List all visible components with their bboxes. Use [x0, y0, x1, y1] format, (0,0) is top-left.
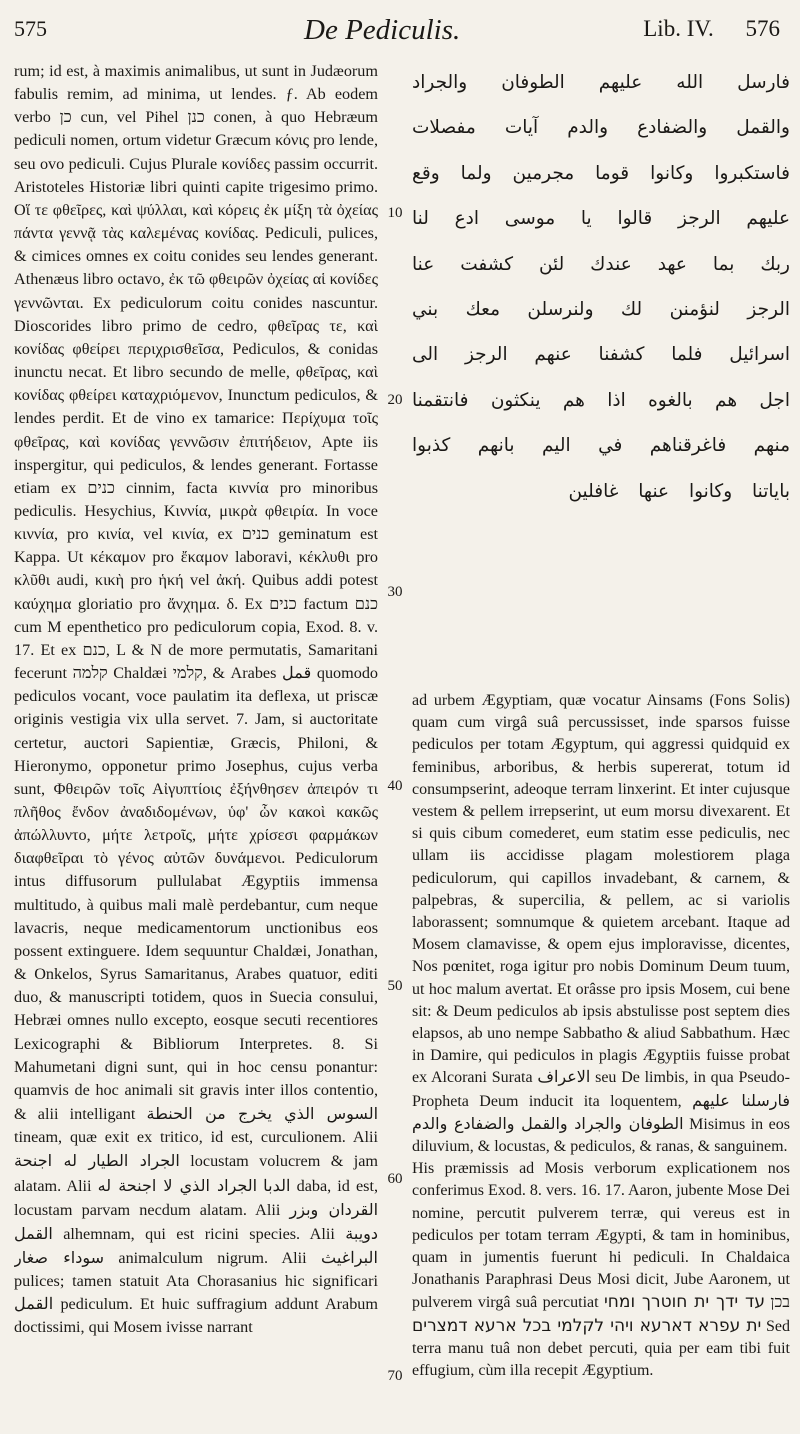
left-text-2: tineam, quæ exit ex tritico, id est, curculionem. Alii	[14, 1128, 378, 1147]
line-number: 10	[387, 205, 403, 221]
page-number-left: 575	[14, 16, 47, 41]
right-text-1: ad urbem Ægyptiam, quæ vocatur Ainsams (Fons Solis) quam cum virgâ suâ percussisset, inde sparsos fuisse pediculos per totam Ægyptum, qui aggressi quidquid ex feminibus, arboribus, & herbis supererat, totum id consumpserint, adeoque terram linxerint. Et inter cujusque vestem & pellem irrepserint, ut eum morsu divexarent. Et si quis cibum comederet, eum statim esse pediculis, nec ullam iis accidisse plagam molestiorem plaga pediculorum, qui capillos invadebant, & carnem, & palpebras, & supercilia, & pellem, ac si variolis laborassent; somnumque & quietem arcebant. Itaque ad Mosem clamavisse, & opem ejus imploravisse, dicentes, Nos pœnitet, roga igitur pro nobis Dominum Deum tuum, ut hoc malum avertat. Et orâsse pro ipsis Mosem, cui bene sit: & Deum pediculos ab ipsis abstulisse post septem dies elapsos, ab uno nempe Sabbatho & aliud Sabbathum. Hæc in Damire, qui pediculos in plagis Ægyptiis fuisse probat ex Alcorani Surata الاعراف seu De limbis, in qua Pseudo-Propheta Deum inducit ita loquentem,	[412, 692, 790, 1110]
header-right	[617, 16, 780, 42]
line-number: 50	[387, 978, 403, 994]
arabic-inline-2: الجراد الطيار له اجنحة	[14, 1151, 180, 1171]
line-number: 30	[387, 584, 403, 600]
arabic-inline-3: الجراد الذي لا اجنحة له	[97, 1175, 258, 1195]
left-text-4: daba, id est, locustam parvam necdum alatam. Alii	[14, 1176, 378, 1219]
line-number: 40	[387, 778, 403, 794]
right-text-2: Misimus in eos diluvium, & locustas, & pediculos, & ranas, & sanguinem.	[412, 1115, 790, 1156]
running-title: De Pediculis.	[304, 14, 461, 46]
right-text-3: His præmissis ad Mosis verborum explicationem nos conferimus Exod. 8. vers. 16. 17. Aaron, jubente Mose Dei nomine, percutit pulverem terræ, qui vereus est in pediculos per totam terram Ægypti, & tam in hominibus, quam in jumentis fuerunt hi pediculi. In Chaldaica Jonathanis Paraphrasi Deus Mosi dicit, Jube Aaronem, ut pulverem virgâ suâ percutiat בכן	[412, 1160, 790, 1312]
book-label: Lib. IV.	[643, 16, 714, 41]
arabic-inline-1: السوس الذي يخرج من الحنطة	[146, 1104, 378, 1124]
running-header	[14, 10, 780, 54]
arabic-passage: فارسل الله عليهم الطوفان والجراد والقمل والضفادع والدم آيات مفصلات فاستكبروا وكانوا قوما مجرمين ولما وقع عليهم الرجز قالوا يا موسى ادع لنا ربك بما عهد عندك لئن كشفت عنا الرجز لنؤمنن لك ولنرسلن معك بني اسرائيل فلما كشفنا عنهم الرجز الى اجل هم بالغوه اذا هم ينكثون فانتقمنا منهم فاغرقناهم في اليم بانهم كذبوا باياتنا وكانوا عنها غافلين	[412, 72, 790, 502]
line-number: 70	[387, 1368, 403, 1384]
right-column-body	[412, 690, 790, 1425]
left-text-3: locustam volucrem & jam alatam. Alii الدبا	[14, 1152, 378, 1195]
page-number-right: 576	[745, 16, 780, 41]
arabic-inline-4: القردان وبزر القمل	[14, 1199, 378, 1243]
left-text: rum; id est, à maximis animalibus, ut sunt in Judæorum fabulis remim, ad minima, ut lendes. ƒ. Ab eodem verbo כן cun, vel Pihel כנן conen, à quo Hebræum pediculi nomen, ortum videtur Græcum κόνις pro lende, seu ovo pediculi. Cujus Plurale κονίδες passim occurrit. Aristoteles Historiæ libri quinti capite trigesimo primo. Οἵ τε φθεῖρες, καὶ ψύλλαι, καὶ κόρεις ἐκ μίξη τὰ ὀχείας πάντα γεννᾷ τὰς καλεμένας κονίδας. Pediculi, pulices, & cimices omnes ex coitu conides seu lendes generant. Athenæus libro octavo, ἐκ τῶ φθειρῶν ὀχείας αἱ κονίδες γεννῶνται. Ex pediculorum coitu conides nascuntur. Dioscorides libro primo de cedro, φθεῖρας τε, καὶ κονίδας φθείρει περιχρισθεῖσα, Pediculos, & conidas inunctu necat. Et libro secundo de melle, φθεῖρας, καὶ κονίδας φθείρει καταχριόμενον, Inunctum pediculos, & lendes perdit. Et de vino ex tamarice: Περίχυμα τοῖς φθεῖρας, καὶ κονίδας γεννῶσιν ἐπιτήδειον, Apte iis inspergitur, qui pediculos, & lendes generant. Fortasse etiam ex כנים cinnim, facta κιννία pro minoribus pediculis. Hesychius, Κιννία, μικρὰ φθειρία. In voce κιννία, pro κινία, vel κινία, ex כנים geminatum est Kappa. Ut κέκαμον pro ἔκαμον laboravi, κέκλυθι pro κλῦθι audi, κικὴ pro ἡκή vel ἀκή. Quibus addi potest καύχημα gloriatio pro ἄνχημα. δ. Ex כנים factum כנם cum M epenthetico pro pediculorum copia, Exod. 8. v. 17. Et ex כנם, L & N de more permutatis, Samaritani fecerunt קלמה Chaldæi קלמי, & Arabes قمل quomodo pediculos vocant, voce paulatim ita deflexa, ut priscæ originis vestigia vix ulla servet. 7. Jam, si auctoritate certetur, auctori Sapientiæ, Græcis, Philoni, & Hieronymo, opponetur primo Josephus, cujus verba sunt, Φθειρῶν τοῖς Αἰγυπτίοις ἐξήνθησεν ἀπειρόν τι πλῆθος ἔνδον ἀναδιδομένων, ὑφ' ὧν κακοὶ κακῶς ἀπώλλυντο, μήτε λετροῖς, μήτε χρίσεσι φαρμάκων διαφθεῖραι τὸ γένος αὐτῶν δυνάμενοι. Pediculorum intus diffusorum pullulabat Ægyptiis immensa multitudo, à quibus mali malè perdebantur, cum neque lavacris, neque medicamentorum unctionibus eos possent extinguere. Idem sequuntur Chaldæi, Jonathan, & Onkelos, Syrus Samaritanus, Arabes quatuor, editi duo, & manuscripti totidem, quos in Suecia consului, Hebræi omnes nullo excepto, eosque secuti recentiores Lexicographi & Bibliorum Interpretes. 8. Si Mahumetani digni sunt, qui in hoc censu ponantur: quamvis de hoc animali sit gravis inter illos contentio, & alii intelligant	[14, 62, 378, 1124]
line-number: 60	[387, 1171, 403, 1187]
line-number: 20	[387, 392, 403, 408]
arabic-quote: فارسلنا عليهم الطوفان والجراد والقمل والضفادع والدم	[412, 1090, 790, 1133]
left-text-6: animalculum nigrum. Alii البراغيث pulices; tamen statuit Ata Chorasanius hic significari القمل pediculum. Et huic suffragium addunt Arabum doctissimi, qui Mosem ivisse narrant	[14, 1248, 378, 1337]
left-column	[14, 60, 378, 1425]
left-column-body	[14, 60, 378, 1425]
right-column	[412, 60, 790, 1425]
arabic-inline-5: دويبة سوداء صغار	[14, 1223, 378, 1267]
left-text-5: alhemnam, qui est ricini species. Alii	[63, 1224, 335, 1243]
right-text-4: Sed terra manu tuâ non debet percuti, quia per eam tibi fuit effugium, cùm illa recepit Ægyptium.	[412, 1317, 790, 1380]
hebrew-quote: עד ידך ית חוטרך ומחי ית עפרא דארעא ויהי לקלמי בכל ארעא דמצרים	[412, 1292, 765, 1336]
